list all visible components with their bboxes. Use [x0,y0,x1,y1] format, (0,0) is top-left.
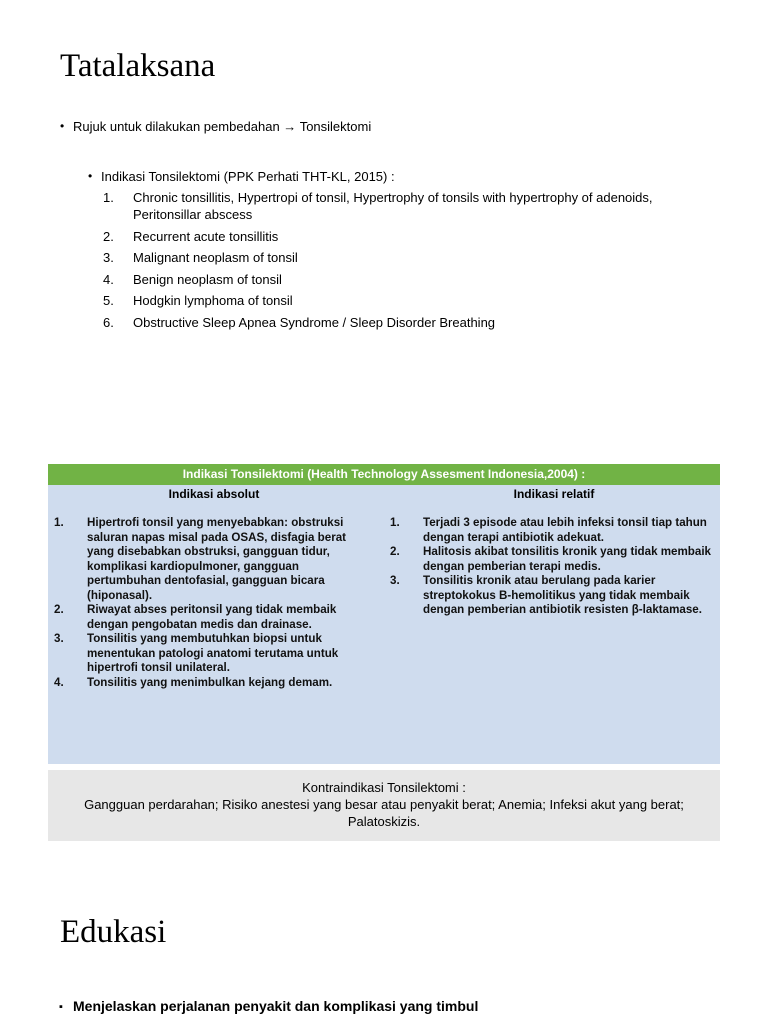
kontraindikasi-body: Gangguan perdarahan; Risiko anestesi yang besar atau penyakit berat; Anemia; Infeksi akut yang berat; Palatoskizis. [84,797,684,829]
list-text: Halitosis akibat tonsilitis kronik yang tidak membaik dengan pemberian terapi medis. [423,545,711,573]
list-item [103,314,703,331]
list-item [390,574,712,618]
section-title-edukasi: Edukasi [60,914,167,950]
list-item [54,676,372,691]
list-number: 3. [54,632,64,645]
list-item [103,249,703,266]
bullet-rujuk-text: Rujuk untuk dilakukan pembedahan → Tonsilektomi [73,119,372,134]
column-header-relatif: Indikasi relatif [513,487,595,501]
hta-indikasi-table [48,464,720,764]
list-number: 2. [390,545,400,558]
column-header-absolut: Indikasi absolut [168,487,260,501]
list-text: Benign neoplasm of tonsil [133,271,282,287]
list-number: 2. [54,603,64,616]
bullet-indikasi-text: Indikasi Tonsilektomi (PPK Perhati THT-KL, 2015) : [101,169,395,184]
list-number: 6. [103,314,114,330]
list-item [103,292,703,309]
square-bullet-icon: ▪ [59,1001,63,1013]
list-number: 3. [390,574,400,587]
list-item [103,189,703,223]
list-item [103,228,703,245]
list-text: Tonsilitis yang membutuhkan biopsi untuk menentukan patologi anatomi terutama untuk hipertrofi tonsil unilateral. [87,632,339,674]
list-text: Tonsilitis yang menimbulkan kejang demam. [87,675,333,689]
bullet-dot-icon: • [88,169,93,183]
list-number: 1. [390,516,400,529]
list-text: Terjadi 3 episode atau lebih infeksi tonsil tiap tahun dengan terapi antibiotik adekuat. [423,516,707,544]
list-text: Hodgkin lymphoma of tonsil [133,293,293,308]
bullet-indikasi-ppk [88,168,395,185]
indikasi-relatif-list [390,516,712,618]
list-number: 4. [103,271,114,287]
indikasi-absolut-list [54,516,372,690]
list-item [103,271,703,288]
kontraindikasi-box [48,770,720,841]
list-text: Riwayat abses peritonsil yang tidak membaik dengan pengobatan medis dan drainase. [87,603,337,631]
list-number: 5. [103,293,114,308]
bullet-edukasi-text: Menjelaskan perjalanan penyakit dan komplikasi yang timbul [73,998,479,1014]
bullet-dot-icon: • [60,119,65,133]
list-item [54,516,372,603]
list-number: 1. [103,190,114,205]
list-text: Malignant neoplasm of tonsil [133,250,298,265]
list-number: 3. [103,250,114,265]
list-text: Hipertrofi tonsil yang menyebabkan: obstruksi saluran napas misal pada OSAS, disfagia berat yang disebabkan obstruksi, gangguan tidur, komplikasi kardiopulmoner, gangguan pertumbuhan dentofasial, gangguan bicara (hiponasal). [87,516,347,602]
list-text: Recurrent acute tonsillitis [133,228,279,244]
bullet-edukasi-1 [59,997,479,1015]
list-item [390,545,712,574]
list-number: 2. [103,228,114,244]
list-text: Tonsilitis kronik atau berulang pada karier streptokokus B-hemolitikus yang tidak membaik dengan pemberian antibiotik resisten β-laktamase. [423,574,702,616]
kontraindikasi-title: Kontraindikasi Tonsilektomi : [302,780,466,795]
list-item [390,516,712,545]
bullet-rujuk [60,118,372,135]
list-number: 1. [54,516,64,529]
list-item [54,603,372,632]
list-text: Chronic tonsillitis, Hypertropi of tonsil, Hypertrophy of tonsils with hypertrophy of adenoids, Peritonsillar abscess [133,190,653,222]
list-number: 4. [54,675,64,689]
indikasi-ppk-list [103,189,703,335]
section-title-tatalaksana: Tatalaksana [60,48,216,84]
list-text: Obstructive Sleep Apnea Syndrome / Sleep Disorder Breathing [133,314,496,330]
table-header: Indikasi Tonsilektomi (Health Technology Assesment Indonesia,2004) : [48,464,720,485]
list-item [54,632,372,676]
